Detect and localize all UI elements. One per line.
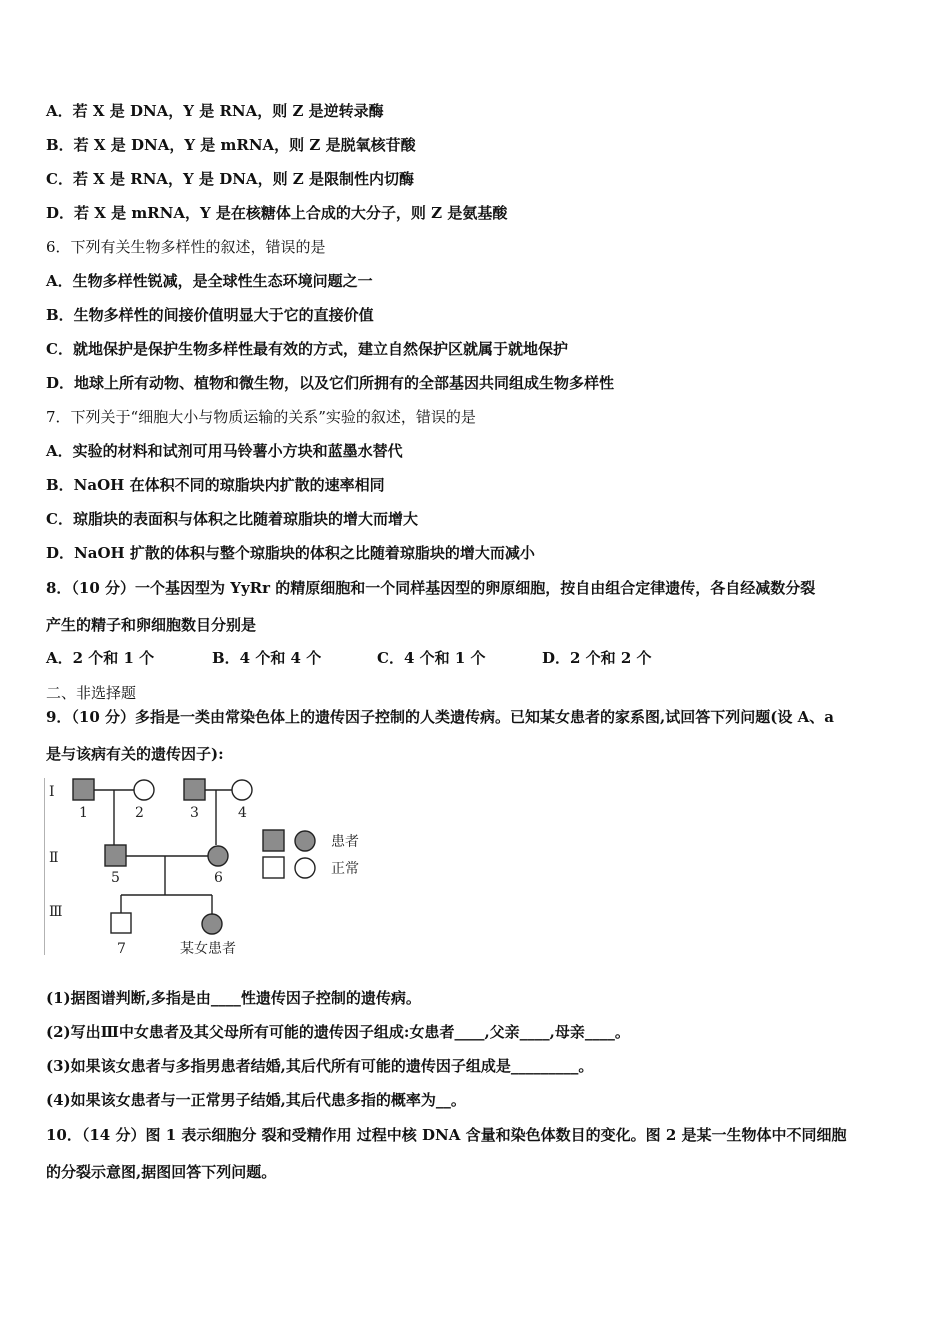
legend-normal-circle (295, 858, 315, 878)
individual-4-number: 4 (238, 805, 247, 821)
generation-1-label: Ⅰ (49, 784, 55, 800)
q6-option-a: A．生物多样性锐减，是全球性生态环境问题之一 (46, 272, 373, 290)
individual-7-number: 7 (117, 941, 126, 957)
individual-5-number: 5 (111, 870, 120, 886)
q7-option-b: B．NaOH 在体积不同的琼脂块内扩散的速率相同 (46, 476, 385, 494)
individual-proband (202, 914, 222, 934)
q6-option-b: B．生物多样性的间接价值明显大于它的直接价值 (46, 306, 374, 324)
q8-stem-line1: 8．（10 分）一个基因型为 YyRr 的精原细胞和一个同样基因型的卵原细胞，按自由组合定律遗传，各自经减数分裂 (46, 579, 816, 597)
individual-1 (73, 779, 94, 800)
individual-3 (184, 779, 205, 800)
proband-label: 某女患者 (180, 941, 236, 957)
section-heading: 二、非选择题 (46, 684, 137, 702)
q9-stem-line2: 是与该病有关的遗传因子): (46, 745, 224, 763)
q5-option-b: B．若 X 是 DNA，Y 是 mRNA，则 Z 是脱氧核苷酸 (46, 136, 416, 154)
q8-option-c: C．4 个和 1 个 (377, 649, 486, 667)
q9-subquestion-4: (4)如果该女患者与一正常男子结婚,其后代患多指的概率为__。 (46, 1091, 466, 1109)
q8-stem-line2: 产生的精子和卵细胞数目分别是 (46, 616, 257, 634)
q7-stem: 7．下列关于“细胞大小与物质运输的关系”实验的叙述，错误的是 (46, 408, 476, 426)
legend-affected-square (263, 830, 284, 851)
individual-4 (232, 780, 252, 800)
q9-subquestion-2: (2)写出Ⅲ中女患者及其父母所有可能的遗传因子组成:女患者____,父亲____,母亲____。 (46, 1023, 630, 1041)
individual-2-number: 2 (135, 805, 144, 821)
q7-option-a: A．实验的材料和试剂可用马铃薯小方块和蓝墨水替代 (46, 442, 403, 460)
q8-option-a: A．2 个和 1 个 (46, 649, 155, 667)
q9-subquestion-1: (1)据图谱判断,多指是由____性遗传因子控制的遗传病。 (46, 989, 421, 1007)
individual-2 (134, 780, 154, 800)
q7-option-d: D．NaOH 扩散的体积与整个琼脂块的体积之比随着琼脂块的增大而减小 (46, 544, 535, 562)
individual-7 (111, 913, 131, 933)
pedigree-diagram (44, 770, 384, 970)
legend-normal-label: 正常 (331, 861, 359, 877)
q5-option-d: D．若 X 是 mRNA，Y 是在核糖体上合成的大分子，则 Z 是氨基酸 (46, 204, 508, 222)
q9-subquestion-3: (3)如果该女患者与多指男患者结婚,其后代所有可能的遗传因子组成是_________。 (46, 1057, 594, 1075)
individual-6-number: 6 (214, 870, 223, 886)
q8-option-b: B．4 个和 4 个 (212, 649, 322, 667)
individual-6 (208, 846, 228, 866)
individual-3-number: 3 (190, 805, 199, 821)
generation-2-label: Ⅱ (49, 850, 59, 866)
q7-option-c: C．琼脂块的表面积与体积之比随着琼脂块的增大而增大 (46, 510, 418, 528)
q6-option-c: C．就地保护是保护生物多样性最有效的方式，建立自然保护区就属于就地保护 (46, 340, 568, 358)
legend-normal-square (263, 857, 284, 878)
individual-1-number: 1 (79, 805, 88, 821)
q5-option-a: A．若 X 是 DNA，Y 是 RNA，则 Z 是逆转录酶 (46, 102, 384, 120)
legend-affected-label: 患者 (331, 834, 359, 850)
legend-affected-circle (295, 831, 315, 851)
q5-option-c: C．若 X 是 RNA，Y 是 DNA，则 Z 是限制性内切酶 (46, 170, 414, 188)
q6-option-d: D．地球上所有动物、植物和微生物，以及它们所拥有的全部基因共同组成生物多样性 (46, 374, 615, 392)
generation-3-label: Ⅲ (49, 904, 63, 920)
q8-option-d: D．2 个和 2 个 (542, 649, 652, 667)
q6-stem: 6．下列有关生物多样性的叙述，错误的是 (46, 238, 326, 256)
q10-stem-line1: 10．（14 分）图 1 表示细胞分 裂和受精作用 过程中核 DNA 含量和染色体数目的变化。图 2 是某一生物体中不同细胞 (46, 1126, 847, 1144)
individual-5 (105, 845, 126, 866)
q10-stem-line2: 的分裂示意图,据图回答下列问题。 (46, 1163, 277, 1181)
q9-stem-line1: 9．（10 分）多指是一类由常染色体上的遗传因子控制的人类遗传病。已知某女患者的家系图,试回答下列问题(设 A、a (46, 708, 834, 726)
